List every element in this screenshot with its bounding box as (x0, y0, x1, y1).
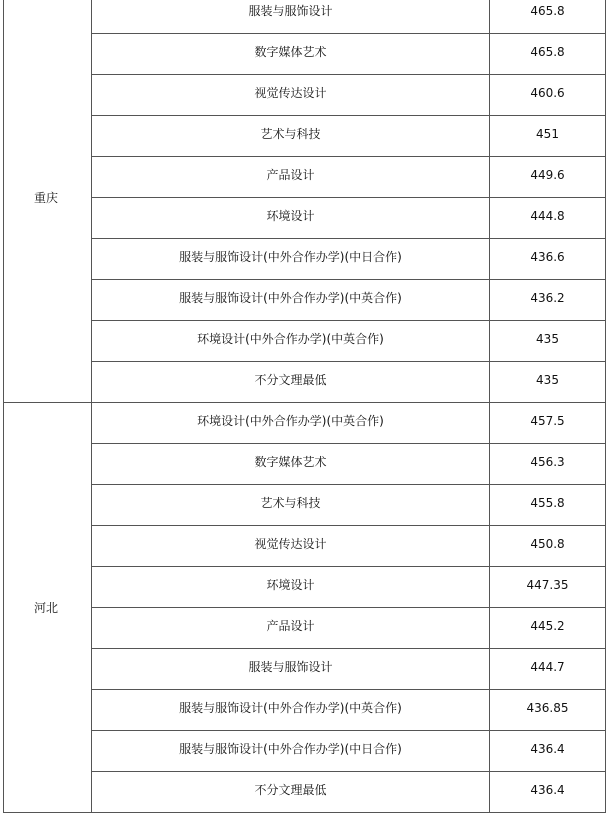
major-cell (92, 116, 490, 157)
major-cell (92, 444, 490, 485)
score-cell (490, 0, 606, 34)
score-value: 436.4 (530, 783, 565, 797)
score-cell (490, 75, 606, 116)
table-row (4, 403, 606, 444)
major-name: 视觉传达设计 (254, 86, 327, 100)
major-name: 艺术与科技 (260, 496, 321, 510)
table-row (4, 116, 606, 157)
score-value: 449.6 (530, 168, 565, 182)
major-cell (92, 362, 490, 403)
score-cell (490, 608, 606, 649)
table-row (4, 731, 606, 772)
score-value: 436.6 (530, 250, 565, 264)
major-cell (92, 772, 490, 813)
score-cell (490, 157, 606, 198)
score-value: 455.8 (530, 496, 565, 510)
score-cell (490, 34, 606, 75)
major-name: 服装与服饰设计(中外合作办学)(中日合作) (179, 742, 402, 756)
major-cell (92, 608, 490, 649)
score-cell (490, 567, 606, 608)
score-table-body (4, 0, 606, 813)
major-cell (92, 731, 490, 772)
score-value: 460.6 (530, 86, 565, 100)
major-name: 艺术与科技 (260, 127, 321, 141)
major-name: 产品设计 (266, 619, 315, 633)
table-row (4, 321, 606, 362)
region-cell: 河北 (4, 403, 92, 813)
major-name: 服装与服饰设计 (248, 4, 333, 18)
table-row (4, 690, 606, 731)
major-name: 服装与服饰设计 (248, 660, 333, 674)
major-cell (92, 485, 490, 526)
major-cell (92, 34, 490, 75)
score-value: 451 (536, 127, 559, 141)
score-table (3, 0, 606, 813)
major-name: 不分文理最低 (254, 373, 327, 387)
score-value: 435 (536, 373, 559, 387)
major-cell (92, 690, 490, 731)
score-cell (490, 280, 606, 321)
major-cell (92, 0, 490, 34)
table-row (4, 157, 606, 198)
major-name: 服装与服饰设计(中外合作办学)(中英合作) (179, 701, 402, 715)
score-value: 465.8 (530, 45, 565, 59)
major-name: 环境设计(中外合作办学)(中英合作) (197, 332, 384, 346)
major-name: 视觉传达设计 (254, 537, 327, 551)
major-name: 不分文理最低 (254, 783, 327, 797)
table-row (4, 608, 606, 649)
table-row (4, 526, 606, 567)
table-row (4, 444, 606, 485)
score-value: 465.8 (530, 4, 565, 18)
score-cell (490, 690, 606, 731)
major-cell (92, 75, 490, 116)
score-value: 444.8 (530, 209, 565, 223)
major-cell (92, 239, 490, 280)
table-row (4, 485, 606, 526)
score-cell (490, 485, 606, 526)
score-value: 457.5 (530, 414, 565, 428)
table-row (4, 34, 606, 75)
score-value: 436.4 (530, 742, 565, 756)
table-row (4, 567, 606, 608)
score-cell (490, 321, 606, 362)
major-cell (92, 157, 490, 198)
score-cell (490, 116, 606, 157)
table-row (4, 239, 606, 280)
score-cell (490, 239, 606, 280)
table-row (4, 649, 606, 690)
major-name: 服装与服饰设计(中外合作办学)(中日合作) (179, 250, 402, 264)
major-cell (92, 280, 490, 321)
score-cell (490, 444, 606, 485)
table-row (4, 362, 606, 403)
score-value: 447.35 (526, 578, 569, 592)
score-value: 435 (536, 332, 559, 346)
major-name: 产品设计 (266, 168, 315, 182)
score-cell (490, 772, 606, 813)
table-row (4, 198, 606, 239)
score-value: 436.2 (530, 291, 565, 305)
table-row (4, 280, 606, 321)
score-cell (490, 649, 606, 690)
score-cell (490, 526, 606, 567)
major-name: 环境设计 (266, 578, 315, 592)
score-cell (490, 731, 606, 772)
score-value: 444.7 (530, 660, 565, 674)
score-cell (490, 362, 606, 403)
major-name: 服装与服饰设计(中外合作办学)(中英合作) (179, 291, 402, 305)
table-row (4, 772, 606, 813)
score-cell (490, 403, 606, 444)
major-cell (92, 649, 490, 690)
major-name: 数字媒体艺术 (254, 455, 327, 469)
table-row (4, 75, 606, 116)
major-name: 数字媒体艺术 (254, 45, 327, 59)
score-value: 445.2 (530, 619, 565, 633)
score-value: 456.3 (530, 455, 565, 469)
major-cell (92, 403, 490, 444)
major-name: 环境设计 (266, 209, 315, 223)
major-cell (92, 321, 490, 362)
score-cell (490, 198, 606, 239)
major-cell (92, 198, 490, 239)
table-row (4, 0, 606, 34)
major-cell (92, 567, 490, 608)
major-name: 环境设计(中外合作办学)(中英合作) (197, 414, 384, 428)
region-cell: 重庆 (4, 0, 92, 403)
score-value: 450.8 (530, 537, 565, 551)
major-cell (92, 526, 490, 567)
score-value: 436.85 (526, 701, 569, 715)
